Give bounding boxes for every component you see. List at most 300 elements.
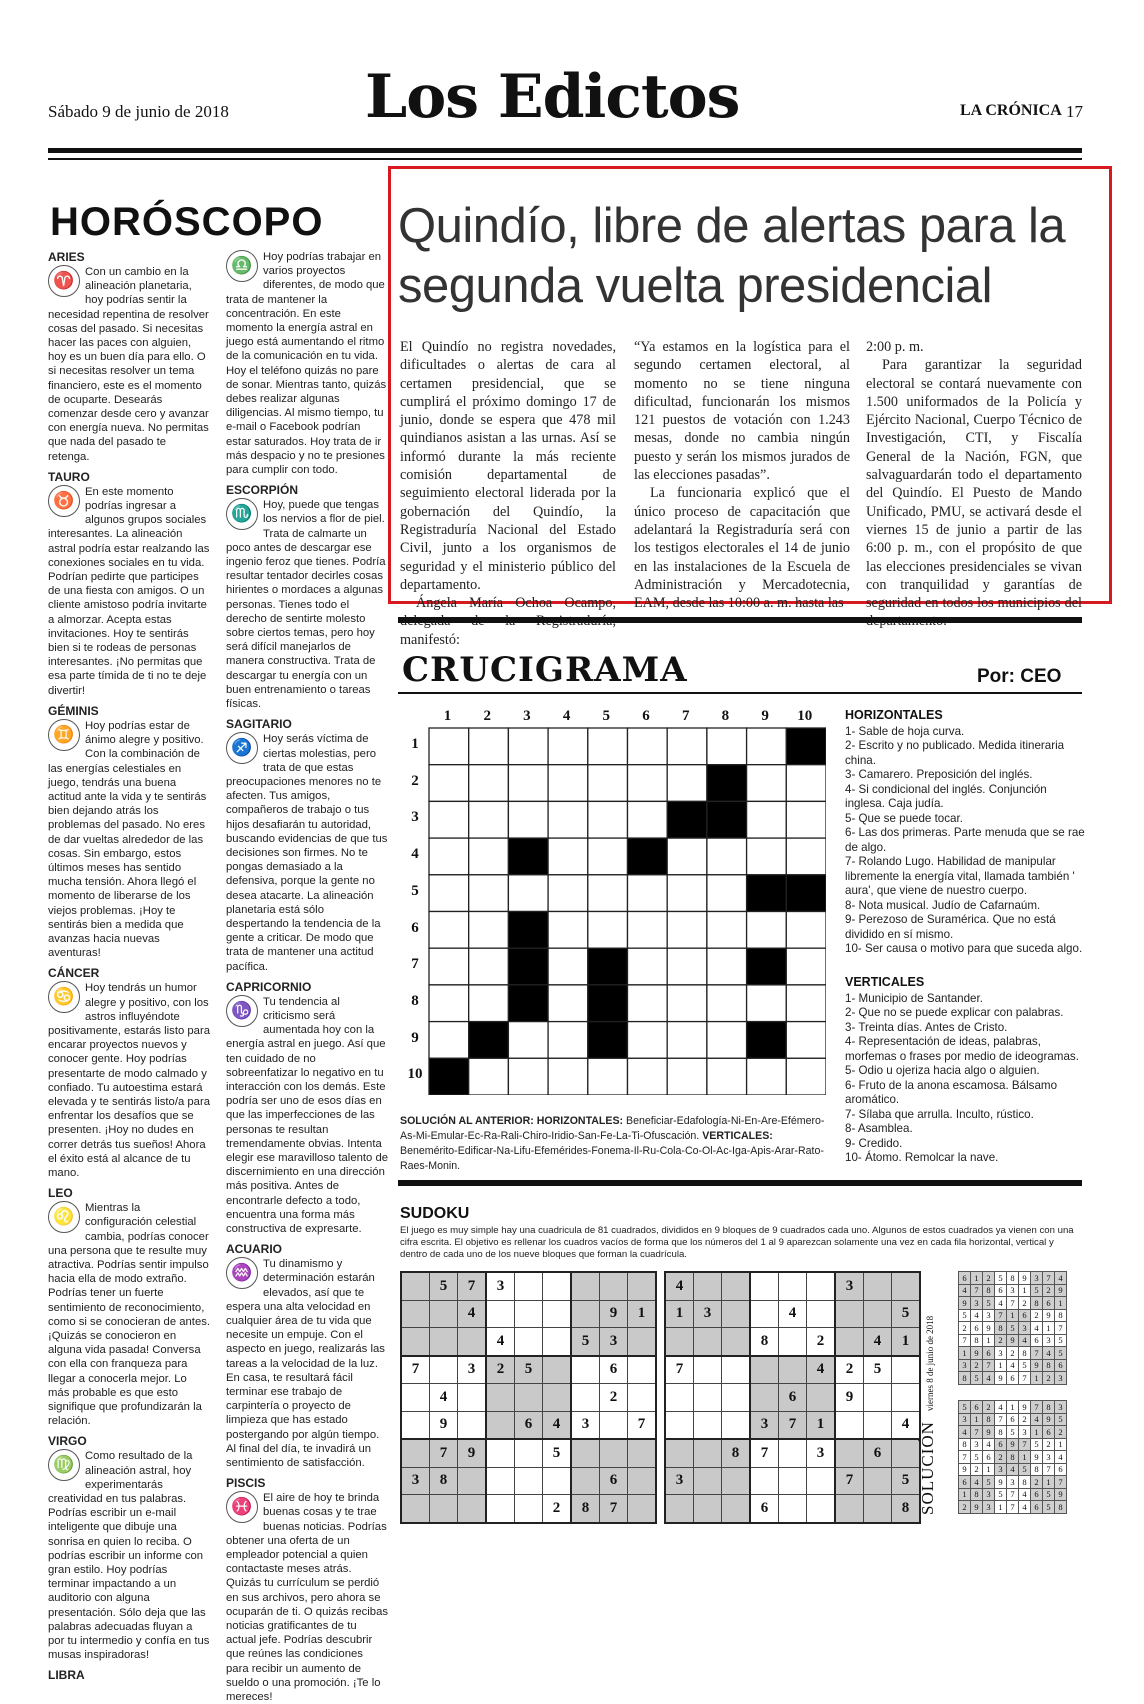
crossword-cell	[548, 875, 588, 912]
solution-cell: 4	[983, 1438, 995, 1451]
crossword-cell	[469, 985, 509, 1022]
article-paragraph: 2:00 p. m.	[866, 339, 924, 355]
solution-cell: 2	[995, 1334, 1007, 1347]
crossword-cell	[786, 838, 826, 875]
scales-icon: ♎	[226, 250, 258, 282]
article-paragraph: El Quindío no registra novedades, dificultades o alertas de cara al certamen presidencial, que se cumplirá el próximo domingo 17 de junio, donde se espera que 478 mil quindianos asistan a las urnas. Así se informó durante la más reciente comisión departamental de seguimiento electoral liderada por la gobernación del Quindío, la Registraduría Nacional del Estado Civil, junto a los organismos de seguridad y el ministerio público del departamento.	[400, 339, 616, 593]
solution-cell: 9	[1007, 1438, 1019, 1451]
solution-cell: 8	[983, 1413, 995, 1426]
sudoku-cell	[571, 1439, 600, 1467]
prev-solution-h-label: SOLUCIÓN AL ANTERIOR: HORIZONTALES:	[400, 1115, 624, 1127]
sudoku-cell: 2	[600, 1384, 628, 1412]
prev-solution-v-text: Benemérito-Edificar-Na-Lifu-Efemérides-Fonema-Il-Ru-Cola-Co-Ol-Ac-Iga-Apis-Arar-Rato-Raes-Monin.	[400, 1145, 824, 1172]
solution-cell: 6	[995, 1284, 1007, 1297]
sudoku-cell	[543, 1300, 572, 1328]
solution-cell: 6	[1043, 1297, 1055, 1310]
sudoku-cell: 9	[835, 1384, 864, 1412]
sudoku-cell: 7	[600, 1495, 628, 1523]
clue-verticales: 4- Representación de ideas, palabras, morfemas o frases por medio de ideogramas.	[845, 1035, 1079, 1063]
sudoku-cell	[486, 1439, 515, 1467]
sudoku-row	[665, 1328, 920, 1356]
sudoku-cell: 6	[600, 1356, 628, 1384]
solution-row	[959, 1451, 1067, 1464]
solution-cell: 1	[1019, 1284, 1031, 1297]
sudoku-cell	[543, 1384, 572, 1412]
sudoku-cell	[628, 1328, 657, 1356]
crossword-cell	[469, 765, 509, 802]
sudoku-row	[665, 1356, 920, 1384]
solution-cell: 7	[1055, 1476, 1067, 1489]
solution-cell: 6	[983, 1347, 995, 1360]
crossword-cell	[429, 912, 469, 949]
sudoku-row	[401, 1328, 656, 1356]
solution-row	[959, 1359, 1067, 1372]
solution-cell: 3	[1043, 1334, 1055, 1347]
article-paragraph: Ángela María Ochoa Ocampo, manifestó:	[400, 595, 616, 648]
sudoku-cell	[807, 1467, 836, 1495]
clue-verticales: 3- Treinta días. Antes de Cristo.	[845, 1020, 1008, 1034]
crossword-cell	[628, 875, 668, 912]
solution-cell: 1	[1007, 1309, 1019, 1322]
sudoku-cell	[543, 1328, 572, 1356]
horoscope-title: HORÓSCOPO	[50, 200, 324, 244]
sudoku-cell	[515, 1384, 543, 1412]
crossword-cell	[429, 838, 469, 875]
solution-row	[959, 1372, 1067, 1385]
clue-horizontales: 10- Ser causa o motivo para que suceda algo.	[845, 942, 1083, 955]
publication-name: LA CRÓNICA	[960, 102, 1062, 119]
sudoku-row	[665, 1300, 920, 1328]
sudoku-cell: 2	[543, 1495, 572, 1523]
sign-text: Como resultado de la alineación astral, hoy experimentarás creatividad en tus palabras. Podrías escribir un e-mail inteligente que dibuje una sonrisa en quien lo reciba. O podrías escribir un informe con gran estilo. Hoy podrías terminar impactando a un auditorio con alguna presentación. Sólo deja que las palabras adecuadas fluyan a por tu intermedio y confía en tus musas inspiradoras!	[48, 1450, 210, 1662]
archer-icon: ♐	[226, 732, 258, 764]
sudoku-cell	[430, 1328, 458, 1356]
crossword-row-number: 3	[411, 809, 419, 826]
sudoku-row	[401, 1439, 656, 1467]
sudoku-cell: 3	[458, 1356, 487, 1384]
solution-cell: 1	[1055, 1297, 1067, 1310]
sudoku-cell: 8	[892, 1495, 921, 1523]
solution-cell: 1	[971, 1413, 983, 1426]
sign-text: Hoy podrías estar de ánimo alegre y positivo. Con la combinación de las energías celestiales en juego, tendrás una buena actitud ante la vida y te sentirás bien dejando atrás los problemas del pasado. No eres de dar vueltas alrededor de las cosas. Sin embargo, estos últimos meses has sentido mucha tensión. Ahora llegó el momento de liberarse de los viejos problemas. ¡Hoy te sentirás bien a medida que avanzas hacia nuevas aventuras!	[48, 719, 207, 960]
sudoku-cell	[628, 1356, 657, 1384]
sudoku-cell	[458, 1411, 487, 1439]
solution-cell: 7	[1043, 1272, 1055, 1285]
sudoku-cell	[864, 1272, 892, 1300]
crossword-black-cell	[508, 838, 548, 875]
sudoku-cell	[401, 1411, 430, 1439]
sudoku-cell	[486, 1384, 515, 1412]
solution-row	[959, 1426, 1067, 1439]
solution-cell: 4	[959, 1284, 971, 1297]
solution-cell: 4	[1031, 1413, 1043, 1426]
solution-cell: 2	[959, 1322, 971, 1335]
crossword-black-cell	[747, 875, 787, 912]
sudoku-cell: 3	[750, 1411, 779, 1439]
sudoku-solution-label	[918, 1316, 938, 1515]
solution-cell: 8	[1019, 1347, 1031, 1360]
solution-cell: 6	[1031, 1334, 1043, 1347]
solution-cell: 3	[971, 1438, 983, 1451]
sudoku-cell	[600, 1411, 628, 1439]
solution-cell: 3	[971, 1297, 983, 1310]
sudoku-cell: 5	[543, 1439, 572, 1467]
sudoku-cell	[864, 1495, 892, 1523]
solution-cell: 4	[1019, 1501, 1031, 1514]
sudoku-cell	[665, 1495, 694, 1523]
sudoku-cell	[722, 1356, 751, 1384]
solution-row	[959, 1284, 1067, 1297]
sudoku-cell	[835, 1439, 864, 1467]
solution-cell: 8	[983, 1284, 995, 1297]
horoscope-sign-aries	[48, 250, 210, 464]
sudoku-cell	[401, 1384, 430, 1412]
sudoku-cell	[835, 1495, 864, 1523]
water-bearer-icon: ♒	[226, 1257, 258, 1289]
sign-name: ESCORPIÓN	[226, 483, 299, 498]
horoscope-sign-tauro	[48, 470, 210, 698]
virgin-icon: ♍	[48, 1449, 80, 1481]
sudoku-cell: 1	[628, 1300, 657, 1328]
horoscope-column-2	[226, 250, 388, 1704]
clue-horizontales: 4- Si condicional del inglés. Conjunción inglesa. Caja judía.	[845, 782, 1047, 810]
sudoku-row	[665, 1467, 920, 1495]
crossword-col-number: 1	[443, 708, 452, 724]
solution-cell: 7	[1043, 1463, 1055, 1476]
solution-cell: 5	[1031, 1284, 1043, 1297]
solution-cell: 5	[1043, 1488, 1055, 1501]
solution-cell: 1	[995, 1359, 1007, 1372]
solution-cell: 4	[1007, 1359, 1019, 1372]
crossword-col-number: 5	[602, 708, 611, 724]
sign-text: El aire de hoy te brinda buenas cosas y te trae buenas noticias. Podrías obtener una oferta de un empleador potencial a quien contactaste meses atrás. Quizás tu currículum se perdió en sus archivos, pero ahora se ocuparán de ti. O quizás recibas noticias gratificantes de tu actual jefe. Podrías descubrir que reúnes las condiciones para recibir un aumento de sueldo o una promoción. ¡Te lo mereces!	[226, 1492, 389, 1704]
solution-cell: 1	[1019, 1451, 1031, 1464]
sudoku-cell	[515, 1467, 543, 1495]
solution-cell: 5	[1007, 1426, 1019, 1439]
crossword-black-cell	[588, 948, 628, 985]
sudoku-solution-2	[958, 1400, 1067, 1514]
solution-cell: 4	[995, 1401, 1007, 1414]
crossword-cell	[588, 875, 628, 912]
solution-cell: 9	[1031, 1451, 1043, 1464]
sudoku-cell: 3	[486, 1272, 515, 1300]
crossword-cell	[667, 875, 707, 912]
sudoku-cell	[486, 1411, 515, 1439]
crossword-cell	[707, 728, 747, 765]
sudoku-cell: 5	[892, 1467, 921, 1495]
sudoku-cell: 2	[835, 1356, 864, 1384]
crossword-col-number: 7	[681, 708, 690, 724]
sudoku-cell	[722, 1328, 751, 1356]
sudoku-cell	[779, 1495, 807, 1523]
sudoku-row	[401, 1356, 656, 1384]
sudoku-cell	[430, 1356, 458, 1384]
solution-cell: 4	[971, 1309, 983, 1322]
clue-horizontales: 7- Rolando Lugo. Habilidad de manipular libremente la energía vital, llamada también ' aura', que viene de nuestro cuerpo.	[845, 855, 1075, 897]
sudoku-cell: 4	[665, 1272, 694, 1300]
crossword-black-cell	[628, 838, 668, 875]
solution-cell: 2	[1031, 1309, 1043, 1322]
sudoku-cell	[665, 1384, 694, 1412]
solution-row	[959, 1297, 1067, 1310]
crossword-cell	[548, 948, 588, 985]
sign-text: En este momento podrías ingresar a algunos grupos sociales interesantes. La alineación astral podría estar realzando las conexiones sociales en tu vida. Podrían pedirte que participes de una fiesta con amigos. O un cliente amistoso podría invitarte a almorzar. Acepta estas invitaciones. Hoy te sentirás bien si te rodeas de personas interesantes. ¡No permitas que esa parte tímida de ti no te deje divertir!	[48, 485, 210, 697]
crossword-cell	[667, 1058, 707, 1095]
sudoku-cell: 7	[835, 1467, 864, 1495]
solution-cell: 8	[1007, 1272, 1019, 1285]
sudoku-cell	[571, 1300, 600, 1328]
solution-cell: 1	[959, 1488, 971, 1501]
goat-icon: ♑	[226, 995, 258, 1027]
sign-name: SAGITARIO	[226, 717, 292, 732]
sudoku-cell: 4	[864, 1328, 892, 1356]
crossword-cell	[628, 912, 668, 949]
sign-name: ARIES	[48, 250, 85, 264]
crossword-cell	[588, 765, 628, 802]
solution-cell: 2	[971, 1463, 983, 1476]
solution-cell: 9	[995, 1476, 1007, 1489]
solution-cell: 9	[1055, 1284, 1067, 1297]
sudoku-solution-1	[958, 1271, 1067, 1385]
issue-date: Sábado 9 de junio de 2018	[48, 102, 229, 121]
horoscope-sign-virgo	[48, 1434, 210, 1662]
sudoku-cell	[807, 1495, 836, 1523]
sudoku-cell	[694, 1272, 722, 1300]
crossword-cell	[747, 1058, 787, 1095]
solution-cell: 5	[1043, 1501, 1055, 1514]
solution-cell: 8	[1055, 1309, 1067, 1322]
sudoku-cell	[892, 1384, 921, 1412]
horoscope-sign-piscis	[226, 1476, 388, 1704]
lion-icon: ♌	[48, 1201, 80, 1233]
sudoku-cell	[458, 1328, 487, 1356]
solution-cell: 8	[959, 1372, 971, 1385]
solution-cell: 5	[971, 1372, 983, 1385]
solution-row	[959, 1401, 1067, 1414]
solution-cell: 9	[971, 1501, 983, 1514]
clue-verticales: 7- Sílaba que arrulla. Inculto, rústico.	[845, 1107, 1034, 1121]
crossword-cell	[786, 948, 826, 985]
crossword-cell	[429, 728, 469, 765]
crossword-cell	[747, 912, 787, 949]
solution-cell: 5	[1055, 1413, 1067, 1426]
solution-cell: 4	[1043, 1347, 1055, 1360]
sudoku-cell: 6	[600, 1467, 628, 1495]
clue-horizontales: 9- Perezoso de Suramérica. Que no está dividido en sí mismo.	[845, 913, 1056, 941]
solution-cell: 1	[995, 1501, 1007, 1514]
solution-cell: 7	[1019, 1438, 1031, 1451]
sudoku-row	[665, 1411, 920, 1439]
solution-cell: 3	[983, 1309, 995, 1322]
crossword-black-cell	[508, 985, 548, 1022]
crossword-cell	[548, 912, 588, 949]
article-paragraph: La funcionaria explicó que el único proceso de capacitación que adelantará la Registraduría será con los testigos electorales el 14 de junio en las instalaciones de la Escuela de Administración y Mercadotecnia, EAM, desde las 10:00 a. m. hasta las	[634, 485, 850, 612]
vertical-clues	[845, 975, 1085, 1166]
scorpion-icon: ♏	[226, 498, 258, 530]
solution-cell: 8	[1055, 1501, 1067, 1514]
sudoku-cell	[486, 1467, 515, 1495]
solution-cell: 2	[1043, 1372, 1055, 1385]
solution-cell: 9	[995, 1372, 1007, 1385]
solution-cell: 2	[1043, 1284, 1055, 1297]
solution-cell: 1	[1055, 1438, 1067, 1451]
sudoku-cell	[628, 1272, 657, 1300]
solution-cell: 1	[1031, 1426, 1043, 1439]
sudoku-cell	[486, 1300, 515, 1328]
solution-cell: 5	[1055, 1334, 1067, 1347]
sudoku-cell: 7	[779, 1411, 807, 1439]
solution-cell: 5	[1019, 1463, 1031, 1476]
crossword-cell	[469, 912, 509, 949]
sign-text: Hoy tendrás un humor alegre y positivo, con los astros influyéndote positivamente, estarás listo para encarar proyectos nuevos y conocer gente. Hoy podrías presentarte de modo calmado y confiado. Tu autoestima estará elevada y te sentirás listo/a para enfrentar los desafíos que se presenten. ¡Hoy no dudes en correr detrás tus sueños! Ahora el éxito está al alcance de tu mano.	[48, 982, 211, 1179]
sudoku-cell	[665, 1411, 694, 1439]
crossword-row-number: 7	[411, 956, 419, 973]
crossword-cell	[628, 1022, 668, 1059]
sudoku-cell: 4	[779, 1300, 807, 1328]
crossword-black-cell	[588, 985, 628, 1022]
horoscope-sign-cáncer	[48, 966, 210, 1180]
clue-horizontales: 1- Sable de hoja curva.	[845, 724, 965, 738]
crossword-cell	[628, 1058, 668, 1095]
horizontal-clues	[845, 708, 1085, 957]
sudoku-cell: 2	[486, 1356, 515, 1384]
crossword-cell	[588, 912, 628, 949]
sign-name: GÉMINIS	[48, 703, 99, 718]
sign-text: Hoy serás víctima de ciertas molestias, pero trata de que estas preocupaciones menores no te afecten. Tus amigos, compañeros de trabajo o tus hijos desafiarán tu autoridad, buscando evidencias de que tus decisiones son firmes. No te pongas demasiado a la defensiva, porque la gente no desea atacarte. La alineación planetaria está sólo despertando la tendencia de la gente a criticar. De modo que trata de mantener una actitud pacífica.	[226, 733, 388, 973]
solution-row	[959, 1309, 1067, 1322]
crossword-cell	[628, 728, 668, 765]
clue-verticales: 1- Municipio de Santander.	[845, 991, 983, 1005]
solution-cell: 2	[983, 1401, 995, 1414]
horoscope-sign-libra	[48, 1668, 210, 1682]
solution-row	[959, 1476, 1067, 1489]
sudoku-cell	[515, 1328, 543, 1356]
solution-cell: 3	[1055, 1372, 1067, 1385]
solution-cell: 9	[983, 1426, 995, 1439]
solution-cell: 7	[971, 1426, 983, 1439]
sudoku-cell: 5	[864, 1356, 892, 1384]
solution-cell: 8	[1031, 1463, 1043, 1476]
sudoku-cell	[750, 1467, 779, 1495]
sudoku-row	[401, 1300, 656, 1328]
sudoku-cell	[515, 1439, 543, 1467]
solution-cell: 1	[1043, 1476, 1055, 1489]
sudoku-cell	[430, 1300, 458, 1328]
crossword-col-number: 4	[562, 708, 571, 724]
sudoku-row	[401, 1495, 656, 1523]
sudoku-puzzle-2	[664, 1271, 921, 1524]
sudoku-cell: 7	[458, 1272, 487, 1300]
article-column-1	[400, 338, 616, 649]
sudoku-cell: 3	[401, 1467, 430, 1495]
solution-cell: 4	[959, 1426, 971, 1439]
sign-name: ACUARIO	[226, 1242, 282, 1257]
article-paragraph: “Ya estamos en la logística para el segundo certamen electoral, al momento no se tiene ninguna dificultad, funcionarán los mismos 121 puestos de votación con 1.243 mesas, donde no cambia ningún puesto y serán los mismos jurados de las elecciones pasadas”.	[634, 339, 850, 484]
crossword-cell	[508, 765, 548, 802]
article-column-3	[866, 338, 1082, 631]
sudoku-cell	[458, 1384, 487, 1412]
sudoku-cell	[694, 1439, 722, 1467]
crossword-black-cell	[469, 1022, 509, 1059]
sudoku-cell: 3	[571, 1411, 600, 1439]
solution-cell: 9	[1019, 1401, 1031, 1414]
crossword-cell	[747, 985, 787, 1022]
crossword-cell	[667, 985, 707, 1022]
sudoku-row	[401, 1272, 656, 1300]
crossword-black-cell	[429, 1058, 469, 1095]
solution-cell: 1	[971, 1272, 983, 1285]
clue-horizontales: 3- Camarero. Preposición del inglés.	[845, 768, 1033, 781]
crossword-cell	[786, 912, 826, 949]
solution-cell: 6	[1055, 1463, 1067, 1476]
crossword-row-number: 2	[411, 772, 419, 789]
crossword-col-number: 3	[523, 708, 531, 724]
crossword-col-number: 2	[483, 708, 491, 724]
solution-cell: 9	[1043, 1309, 1055, 1322]
sudoku-puzzle-1	[400, 1271, 657, 1524]
crossword-cell	[548, 1022, 588, 1059]
sudoku-row	[665, 1439, 920, 1467]
crossword-cell	[548, 765, 588, 802]
crossword-cell	[786, 985, 826, 1022]
crossword-byline: Por: CEO	[977, 666, 1062, 687]
sudoku-cell: 8	[430, 1467, 458, 1495]
sudoku-cell	[864, 1300, 892, 1328]
article-paragraph: Para garantizar la seguridad electoral se contará nuevamente con 1.500 uniformados de la Policía y Ejército Nacional, Cuerpo Técnico de Investigación, CTI, y Fiscalía General de la Nación, FGN, que salvaguardarán todo el departamento del Quindío. El Puesto de Mando Unificado, PMU, se activará desde el viernes 15 de junio a partir de las 6:00 p. m., con el propósito de que las elecciones presidenciales se vivan con tranquilidad y garantías de seguridad en todos los municipios del	[866, 357, 1082, 612]
solution-row	[959, 1438, 1067, 1451]
solution-cell: 9	[1019, 1272, 1031, 1285]
sudoku-cell	[807, 1384, 836, 1412]
crossword-cell	[667, 838, 707, 875]
solution-cell: 4	[1031, 1322, 1043, 1335]
crossword-cell	[667, 948, 707, 985]
solution-cell: 2	[959, 1501, 971, 1514]
sign-text: Mientras la configuración celestial cambia, podrías conocer una persona que te resulte muy atractiva. Podrías sentir impulso hacia ella de modo extraño. Podrías tener un fuerte sentimiento de reconocimiento, como si se conocieran de antes. ¡Quizás se conocieron en alguna vida pasada! Conversa con ella con franqueza para llegar a conocerla mejor. Lo más probable es que esto signifique que profundizarán la relación.	[48, 1202, 211, 1428]
sudoku-cell: 4	[892, 1411, 921, 1439]
solution-cell: 5	[1007, 1322, 1019, 1335]
solution-cell: 3	[983, 1488, 995, 1501]
sudoku-cell	[835, 1300, 864, 1328]
crossword-cell	[588, 1058, 628, 1095]
solution-row	[959, 1347, 1067, 1360]
sudoku-cell	[750, 1356, 779, 1384]
solution-row	[959, 1488, 1067, 1501]
crossword-cell	[747, 801, 787, 838]
crossword-cell	[508, 1058, 548, 1095]
crossword-cell	[707, 912, 747, 949]
solution-cell: 6	[1043, 1426, 1055, 1439]
sudoku-cell: 9	[430, 1411, 458, 1439]
verticales-heading: VERTICALES	[845, 975, 925, 989]
crossword-black-cell	[667, 801, 707, 838]
horoscope-sign-escorpión	[226, 483, 388, 711]
crossword-cell	[469, 875, 509, 912]
solution-cell: 8	[1043, 1359, 1055, 1372]
crossword-cell	[707, 1058, 747, 1095]
solution-cell: 8	[995, 1426, 1007, 1439]
sudoku-cell: 6	[515, 1411, 543, 1439]
sudoku-cell	[864, 1467, 892, 1495]
sudoku-cell	[401, 1328, 430, 1356]
sudoku-cell: 3	[600, 1328, 628, 1356]
crossword-title: CRUCIGRAMA	[402, 650, 688, 690]
solution-cell: 9	[959, 1297, 971, 1310]
solution-cell: 2	[995, 1451, 1007, 1464]
crossword-black-cell	[508, 912, 548, 949]
sudoku-cell	[835, 1328, 864, 1356]
sudoku-cell: 3	[694, 1300, 722, 1328]
horoscope-sign-acuario	[226, 1242, 388, 1470]
